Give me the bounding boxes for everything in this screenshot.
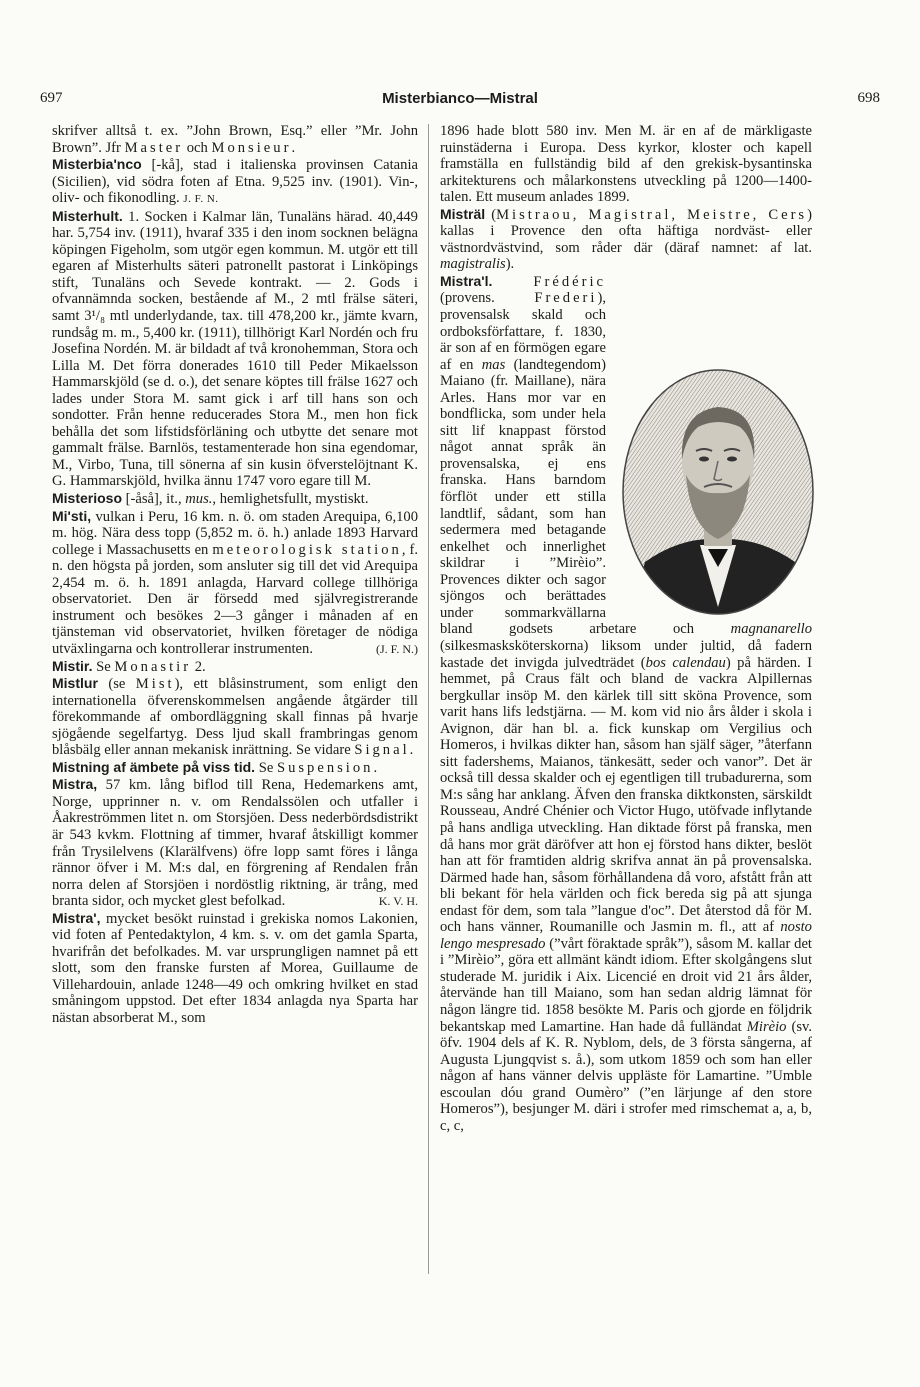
headword: Misterhult. (52, 207, 123, 224)
italic-term: Mirèio (746, 1018, 787, 1035)
italic-term: magnanarello (730, 621, 813, 638)
headword: Mistir. (52, 657, 93, 674)
portrait-image (620, 367, 816, 617)
body-text: ) på härden. I hemmet, på Craus fält och bland de vackra Alpillernas bergkullar insöp M. den kärlek till sitt sköna Provence, som varit hans lifs ledstjärna. — M. kom vid nio års ålder i skola i Avignon, där han bl. a. fick kunskap om Vergilius och Homeros, i hvilkas dikter han, såsom han själf säger, ”återfann sitt fadershems, Maianos, tänkesätt, seder och vanor”. Det är också till dessa skalder och ej egentligen till trubadurerna, som M:s sång har anklang. Äfven den franska diktkonsten, särskildt Rousseau, André Chénier och Victor Hugo, utöfvade inflytande på hans andliga utveckling. Han diktade först på franska, men då hans mor grät däröfver att hon ej förstod hans dikter, beslöt han att för framtiden aldrig skrifva annat än på provensalska. Därmed hade han, såsom förhållandena då voro, afstått från att bli bekant för hela världen och fick bereda sig på att sjunga endast för dem, som tala ”langue d'oc”. Det återstod då för M. och hans vänner, Roumanille och Jasmin m. fl., att af (440, 654, 813, 936)
entry-mistra-continuation: 1896 hade blott 580 inv. Men M. är en af de märkligaste ruinstäderna i Europa. Dess kyrkor, kloster och kapell framställa en fullständig bild af den grekisk-bysantinska arkitekturens och målarkonstens utveckling på 1200—1400-talen. Ett museum anlades 1899. (440, 123, 812, 206)
entry-misterioso: Misterioso [-åså], it., mus., hemlighetsfullt, mystiskt. (52, 490, 369, 508)
entry-misti: Mi'sti, vulkan i Peru, 16 km. n. ö. om staden Arequipa, 6,100 m. hög. Nära dess topp (5,852 m. ö. h.) anlade 1893 Harvard college i Massachusetts en meteorologisk station, f. n. den högsta på jorden, som ansluter sig till det vid Arequipa 2,454 m. ö. h. 1891 anlagda, Harvard college tillhöriga observatoriet. Den är försedd med självregistrerande instrument och besökes 2—3 gånger i månaden af en tjänsteman vid observatoriet, hvilken företager de nödiga utväxlingarna och kontrollerar instrumenten. (J. F. N.) (52, 507, 418, 657)
left-column (52, 123, 418, 1027)
headword: Mi'sti, (52, 507, 92, 524)
entry-misterbianco: Misterbia'nco [-kå], stad i italienska provinsen Catania (Sicilien), vid södra foten af Etna. 9,525 inv. (1901). Vin-, oliv- och fikonodling. J. F. N. (52, 156, 418, 207)
entry-mistral-frederic: Mistra'l. Frédéric (provens. Frederi), provensalsk skald och ordboksförfattare, f. 1830, är son af en förmögen egare af en mas (landtegendom) Maiano (fr. Maillane), nära Arles. Hans mor var en bondflicka, som under hela sitt lif knappast förstod något annat språk än provensalska, ej ens franska. Hans barndom förflöt under ett stilla landtlif, sådant, som han sedermera med betagande enkelhet och innerlighet skildrar i ”Mirèio”. Provences dikter och sagor sjöngos och berättades under sommarkvällarna bland godsets arbetare och magnanarello (silkesmasksköterskorna) liksom under jultid, då fadern kastade det invigda julvedträdet (bos calendau) på härden. I hemmet, på Craus fält och bland de vackra Alpillernas bergkullar insöp M. den kärlek till sitt sköna Provence, som varit hans lifs ledstjärna. — M. kom vid nio års ålder i skola i Avignon, där han bl. a. fick kunskap om Vergilius och Homeros, i hvilkas dikter han, såsom han själf säger, ”återfann sitt fadershems, Maianos, tänkesätt, seder och vanor”. Det är också till dessa skalder och ej egentligen till trubadurerna, som M:s sång har anklang. Äfven den franska diktkonsten, särskildt Rousseau, André Chénier och Victor Hugo, utöfvade inflytande på hans andliga utveckling. Han diktade först på franska, men då hans mor grät däröfver att hon ej förstod hans dikter, beslöt han att för framtiden aldrig skrifva annat än på provensalska. Därmed hade han, såsom förhållandena då voro, afstått från att bli bekant för hela världen och fick bereda sig på att sjunga endast för dem, som tala ”langue d'oc”. Det återstod då för M. och hans vänner, Roumanille och Jasmin m. fl., att af nosto lengo mespresado (”vårt föraktade språk”), såsom M. kallar det i ”Mirèio”, göra ett allmänt kändt idiom. Efter skolgångens slut studerade M. juridik i Aix. Licencié en droit vid 21 års ålder, återvände han till Maiano, som han sedan aldrig lämnat för någon längre tid. 1858 besökte M. Paris och gjorde en följdrik bekantskap med Lamartine. Han hade då fulländat Mirèio (sv. öfv. 1904 dels af K. R. Nyblom, dels, de 3 första sångerna, af Augusta Ljungqvist s. å.), som utkom 1859 och som han eller någon af hans vänner delvis uppläste för Lamartine. ”Umble escoulan dóu grand Oumèro” (”en lärjunge af den store Homeros”), besjunger M. däri i strofer med rimschemat a, a, b, c, c, (440, 272, 813, 1134)
headword: Misterbia'nco (52, 156, 142, 173)
entry-mistra-town: Mistra', mycket besökt ruinstad i grekiska nomos Lakonien, vid foten af Pentedaktylon, 4 km. s. v. om det gamla Sparta, hvarifrån det befolkades. M. var ursprungligen namnet på ett slott, som den franske fursten af Morea, Guillaume de Villehardouin, anlade 1248—49 och omkring hvilket en stad småningom uppstod. Det efter 1834 anlagda nya Sparta har nästan absorberat M., som (52, 909, 419, 1026)
page-number-right: 698 (857, 90, 880, 106)
entry-mistning: Mistning af ämbete på viss tid. Se Suspension. (52, 758, 378, 776)
column-divider (428, 124, 429, 1274)
author-signature: K. V. H. (378, 894, 418, 909)
headword: Mistra, (52, 776, 98, 793)
body-text: (sv. öfv. 1904 dels af K. R. Nyblom, dels, de 3 första sångerna, af Augusta Ljungqvist s. å.), som utkom 1859 och som han eller någon af hans vänner delvis uppläste för Lamartine. ”Umble escoulan dóu grand Oumèro” (”en lärjunge af den store Homeros”), besjunger M. däri i strofer med rimschemat a, a, b, c, c, (440, 1018, 812, 1134)
italic-term: bos calendau (645, 654, 726, 671)
author-signature: (J. F. N.) (375, 641, 418, 656)
page-number-left: 697 (40, 90, 63, 106)
headword: Misträl (440, 205, 486, 222)
headword: Mistning af ämbete på viss tid. (52, 758, 256, 775)
body-text: (silkesmasksköterskorna) liksom under jultid, då fadern kastade det invigda julvedträdet ( (440, 637, 812, 671)
entry-mistral-wind: Misträl (Mistraou, Magistral, Meistre, Cers) kallas i Provence den ofta häftiga nordväst- eller västnordvästvind, som råder där (däraf namnet: af lat. magistralis). (440, 205, 812, 273)
entry-continuation: skrifver alltså t. ex. ”John Brown, Esq.” eller ”Mr. John Brown”. Jfr Master och Monsieur. (52, 123, 418, 156)
body-text: (”vårt föraktade språk”), såsom M. kallar det i ”Mirèio”, göra ett allmänt kändt idiom. Efter skolgångens slut studerade M. juridik i Aix. Licencié en droit vid 21 års ålder, återvände han till Maiano, som han sedan aldrig lämnat för någon längre tid. 1858 besökte M. Paris och gjorde en följdrik bekantskap med Lamartine. Han hade då fulländat (440, 935, 812, 1035)
author-signature: J. F. N. (183, 193, 219, 206)
italic-term: nosto lengo mespresado (440, 919, 812, 952)
entry-misterhult: Misterhult. 1. Socken i Kalmar län, Tunaläns härad. 40,449 har. 5,754 inv. (1911), hvaraf 335 i den inom socknen belägna köpingen Figeholm, som utgör egen kommun. M. utgör ett till egaren af Misterhults säteri patronellt pastorat i Linköpings stift, Tunaläns och Sevede kontrakt. — 2. Gods i ofvannämnda socken, bestående af M., 2 mtl frälse säteri, samt 3¹/₈ mtl underlydande, tax. till 478,200 kr., jämte kvarn, rundsåg m. m., 5,400 kr. (1911), tillhörigt Karl Nordén och fru Josefina Nordén. M. är bildadt af två kronohemman, Stora och Lilla M. Det förra donerades 1610 till Peder Mikaelsson Hammarskjöld (se d. o.), det senare köptes till frälse 1627 och lades under Stora M. samt gick i arf till hans son och sondotter. Från henne reducerades Stora M., men hon fick behålla det som lifstidsförläning och utbytte det senare mot gammalt frälse. Barnlös, testamenterade hon sina egendomar, M., Virbo, Tuna, till sönerna af sin kusin öfverstelöjtnant K. G. Hammarskjöld, hvilka ännu 1747 voro egare till M. (52, 207, 418, 490)
entry-mistir: Mistir. Se Monastir 2. (52, 657, 206, 675)
running-head: Misterbianco—Mistral (382, 90, 538, 107)
portrait-engraving (620, 367, 816, 617)
page-header (40, 90, 880, 112)
right-column (440, 123, 812, 1134)
headword: Mistra', (52, 909, 101, 926)
headword: Mistlur (52, 675, 98, 692)
entry-mistlur: Mistlur (se Mist), ett blåsinstrument, som enligt den internationella öfverenskommelsen angående åtgärder till förekommande af ombordläggning skall finnas på hvarje sjögående segelfartyg. Dess ljud skall frambringas genom blåsbälg eller annan mekanisk inrättning. Se vidare Signal. (52, 675, 418, 759)
entry-mistra-river: Mistra, 57 km. lång biflod till Rena, Hedemarkens amt, Norge, upprinner n. v. om Rendalssölen och utfaller i Åakreströmmen litet n. om Storsjöen. Dess nederbördsdistrikt är 543 kvkm. Flottning af timmer, hvaraf åtskilligt kommer från Trysilelvens (Klarälfvens) öfre lopp samt föres i långa rännor öfver i M. M:s dal, en förgrening af Rendalen från norra delen af Storsjöen i nordöstlig riktning, är trång, med branta sidor, och mycket glest befolkad. K. V. H. (52, 776, 418, 910)
headword: Misterioso (52, 490, 123, 507)
headword: Mistra'l. (440, 272, 493, 289)
